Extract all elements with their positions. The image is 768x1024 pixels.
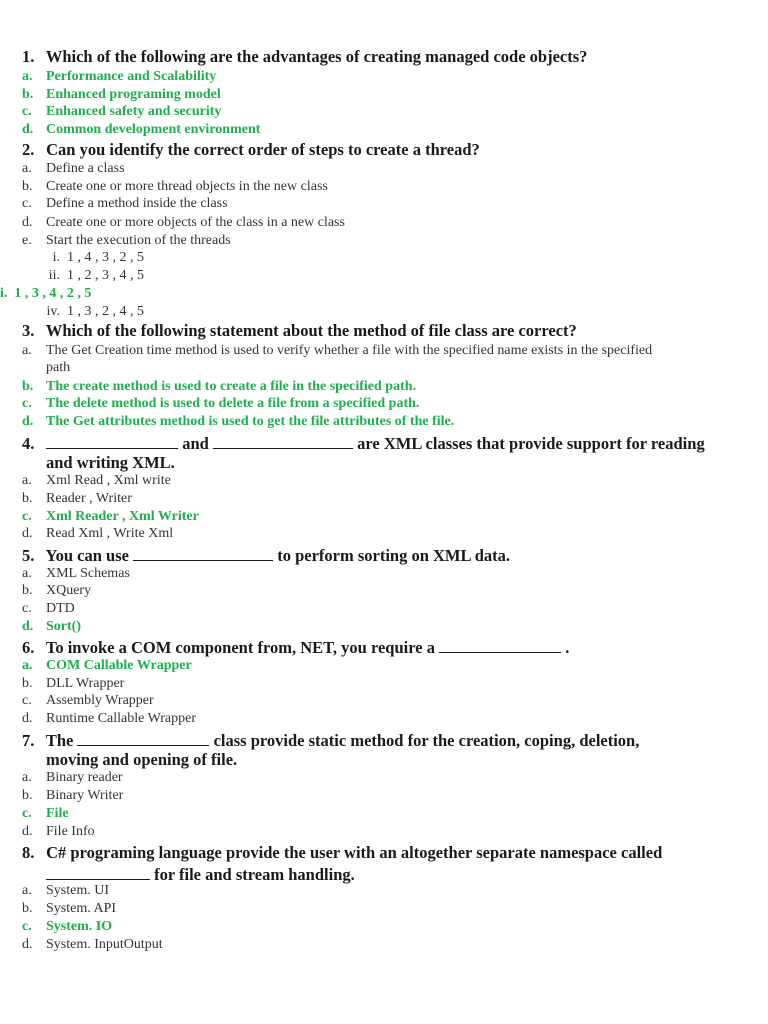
question-number: 2. [22,140,35,159]
roman-numeral: i. [0,286,8,301]
answer-blank [133,546,273,561]
question-text-part2: are XML classes that provide support for reading [357,434,705,453]
question-text-part2: to perform sorting on XML data. [277,546,511,565]
option-3b [22,380,416,394]
option-text: Sort() [46,619,81,634]
option-7a [22,771,123,785]
option-text: Start the execution of the threads [46,233,231,248]
option-text: Define a class [46,161,125,176]
roman-numeral: ii. [48,268,60,283]
option-text: Create one or more objects of the class in a new class [46,215,345,230]
option-text: File [46,806,69,821]
option-text: Reader , Writer [46,491,132,506]
question-text-part2: . [565,638,570,657]
option-text: Enhanced programing model [46,87,221,102]
option-text: Define a method inside the class [46,196,228,211]
option-7c [22,807,69,821]
option-text: File Info [46,824,95,839]
option-letter: b. [22,179,33,194]
option-8d [22,938,163,952]
option-text: Runtime Callable Wrapper [46,711,197,726]
option-letter: b. [22,491,33,506]
option-1d [22,123,260,137]
option-letter: b. [22,788,33,803]
option-letter: a. [22,161,32,176]
question-number: 1. [22,47,35,66]
option-text: Common development environment [46,122,261,137]
option-text: XML Schemas [46,566,130,581]
question-2 [22,142,480,159]
option-letter: d. [22,526,33,541]
option-8c [22,920,112,934]
option-4b [22,492,132,506]
option-letter: c. [22,196,32,211]
question-8 [22,845,662,862]
sub-option-iii [0,287,91,301]
option-2d [22,216,345,230]
option-letter: c. [22,919,32,934]
option-letter: a. [22,343,32,358]
option-letter: d. [22,414,34,429]
option-text: System. IO [46,919,113,934]
option-letter: e. [22,233,32,248]
question-number: 7. [22,731,35,750]
sub-option-text: 1 , 3 , 4 , 2 , 5 [14,286,92,301]
answer-blank [46,865,150,880]
option-text: Enhanced safety and security [46,104,222,119]
option-text: COM Callable Wrapper [46,658,192,673]
answer-blank [213,434,353,449]
question-1 [22,49,587,66]
option-6d [22,712,196,726]
option-letter: b. [22,901,33,916]
option-5c [22,602,75,616]
option-letter: d. [22,122,34,137]
option-text: Binary Writer [46,788,124,803]
option-text: System. InputOutput [46,937,163,952]
option-1a [22,70,216,84]
roman-numeral: i. [52,250,60,265]
option-letter: a. [22,566,32,581]
option-2e [22,234,231,248]
option-2c [22,197,228,211]
option-letter: d. [22,215,33,230]
roman-numeral: iv. [46,304,60,319]
question-7-continued: moving and opening of file. [46,750,238,769]
question-5 [22,546,510,565]
option-5d [22,620,81,634]
sub-option-i [40,251,144,265]
question-text-part1: The [45,731,74,750]
question-text: Which of the following statement about the method of file class are correct? [45,321,577,340]
question-number: 8. [22,843,35,862]
option-6a [22,659,192,673]
sub-option-text: 1 , 3 , 2 , 4 , 5 [67,304,144,319]
option-text: System. API [46,901,117,916]
option-text: XQuery [46,583,92,598]
option-letter: c. [22,509,32,524]
option-text: Create one or more thread objects in the new class [46,179,328,194]
answer-blank [77,731,209,746]
option-letter: d. [22,937,33,952]
option-text: The create method is used to create a file in the specified path. [46,379,417,394]
question-number: 6. [22,638,35,657]
option-text: System. UI [46,883,109,898]
option-4a [22,474,171,488]
option-letter: b. [22,379,34,394]
option-letter: c. [22,104,32,119]
option-6c [22,694,154,708]
option-3d [22,415,454,429]
option-4c [22,510,199,524]
option-text: Performance and Scalability [46,69,217,84]
answer-blank [46,434,178,449]
sub-option-ii [40,269,144,283]
question-text-part1: To invoke a COM component from, NET, you require a [45,638,435,657]
option-4d [22,527,173,541]
option-text: Xml Reader , Xml Writer [46,509,199,524]
option-3c [22,397,419,411]
question-text-part1: and [182,434,209,453]
option-text: Xml Read , Xml write [46,473,171,488]
question-number: 5. [22,546,35,565]
option-letter: a. [22,69,33,84]
option-2a [22,162,125,176]
option-5a [22,567,130,581]
option-5b [22,584,91,598]
option-8a [22,884,109,898]
option-8b [22,902,116,916]
option-7d [22,825,95,839]
option-letter: c. [22,693,32,708]
option-letter: d. [22,711,33,726]
option-letter: c. [22,601,32,616]
question-text-line2: for file and stream handling. [154,865,355,884]
option-text: Binary reader [46,770,123,785]
question-4 [22,434,705,453]
option-3a-continued: path [46,360,71,375]
option-text: Assembly Wrapper [46,693,154,708]
answer-blank [439,638,561,653]
question-text: Can you identify the correct order of steps to create a thread? [46,140,480,159]
question-number: 3. [22,321,35,340]
option-3a [22,344,652,358]
option-2b [22,180,328,194]
option-letter: b. [22,583,33,598]
option-text: DLL Wrapper [46,676,125,691]
question-text: Which of the following are the advantages of creating managed code objects? [45,47,588,66]
option-letter: d. [22,824,33,839]
option-letter: c. [22,806,32,821]
sub-option-text: 1 , 4 , 3 , 2 , 5 [67,250,144,265]
option-letter: b. [22,676,33,691]
option-letter: d. [22,619,34,634]
question-3 [22,323,577,340]
question-6 [22,638,569,657]
option-1b [22,88,221,102]
option-text: The Get Creation time method is used to verify whether a file with the specified name exists in the specified [46,343,653,358]
option-letter: b. [22,87,34,102]
option-7b [22,789,123,803]
option-letter: a. [22,658,33,673]
option-letter: a. [22,883,32,898]
question-number: 4. [22,434,35,453]
option-text: The delete method is used to delete a file from a specified path. [46,396,420,411]
question-text: C# programing language provide the user with an altogether separate namespace called [46,843,663,862]
option-text: DTD [46,601,75,616]
question-4-continued: and writing XML. [46,453,175,472]
option-text: The Get attributes method is used to get the file attributes of the file. [46,414,455,429]
sub-option-iv [40,305,144,319]
question-8-continued [46,865,355,884]
sub-option-text: 1 , 2 , 3 , 4 , 5 [67,268,144,283]
option-letter: c. [22,396,32,411]
option-6b [22,677,124,691]
question-text-part2: class provide static method for the creation, coping, deletion, [213,731,640,750]
option-text: Read Xml , Write Xml [46,526,174,541]
question-text-part1: You can use [45,546,129,565]
option-letter: a. [22,473,32,488]
question-7 [22,731,639,750]
option-letter: a. [22,770,32,785]
option-1c [22,105,221,119]
